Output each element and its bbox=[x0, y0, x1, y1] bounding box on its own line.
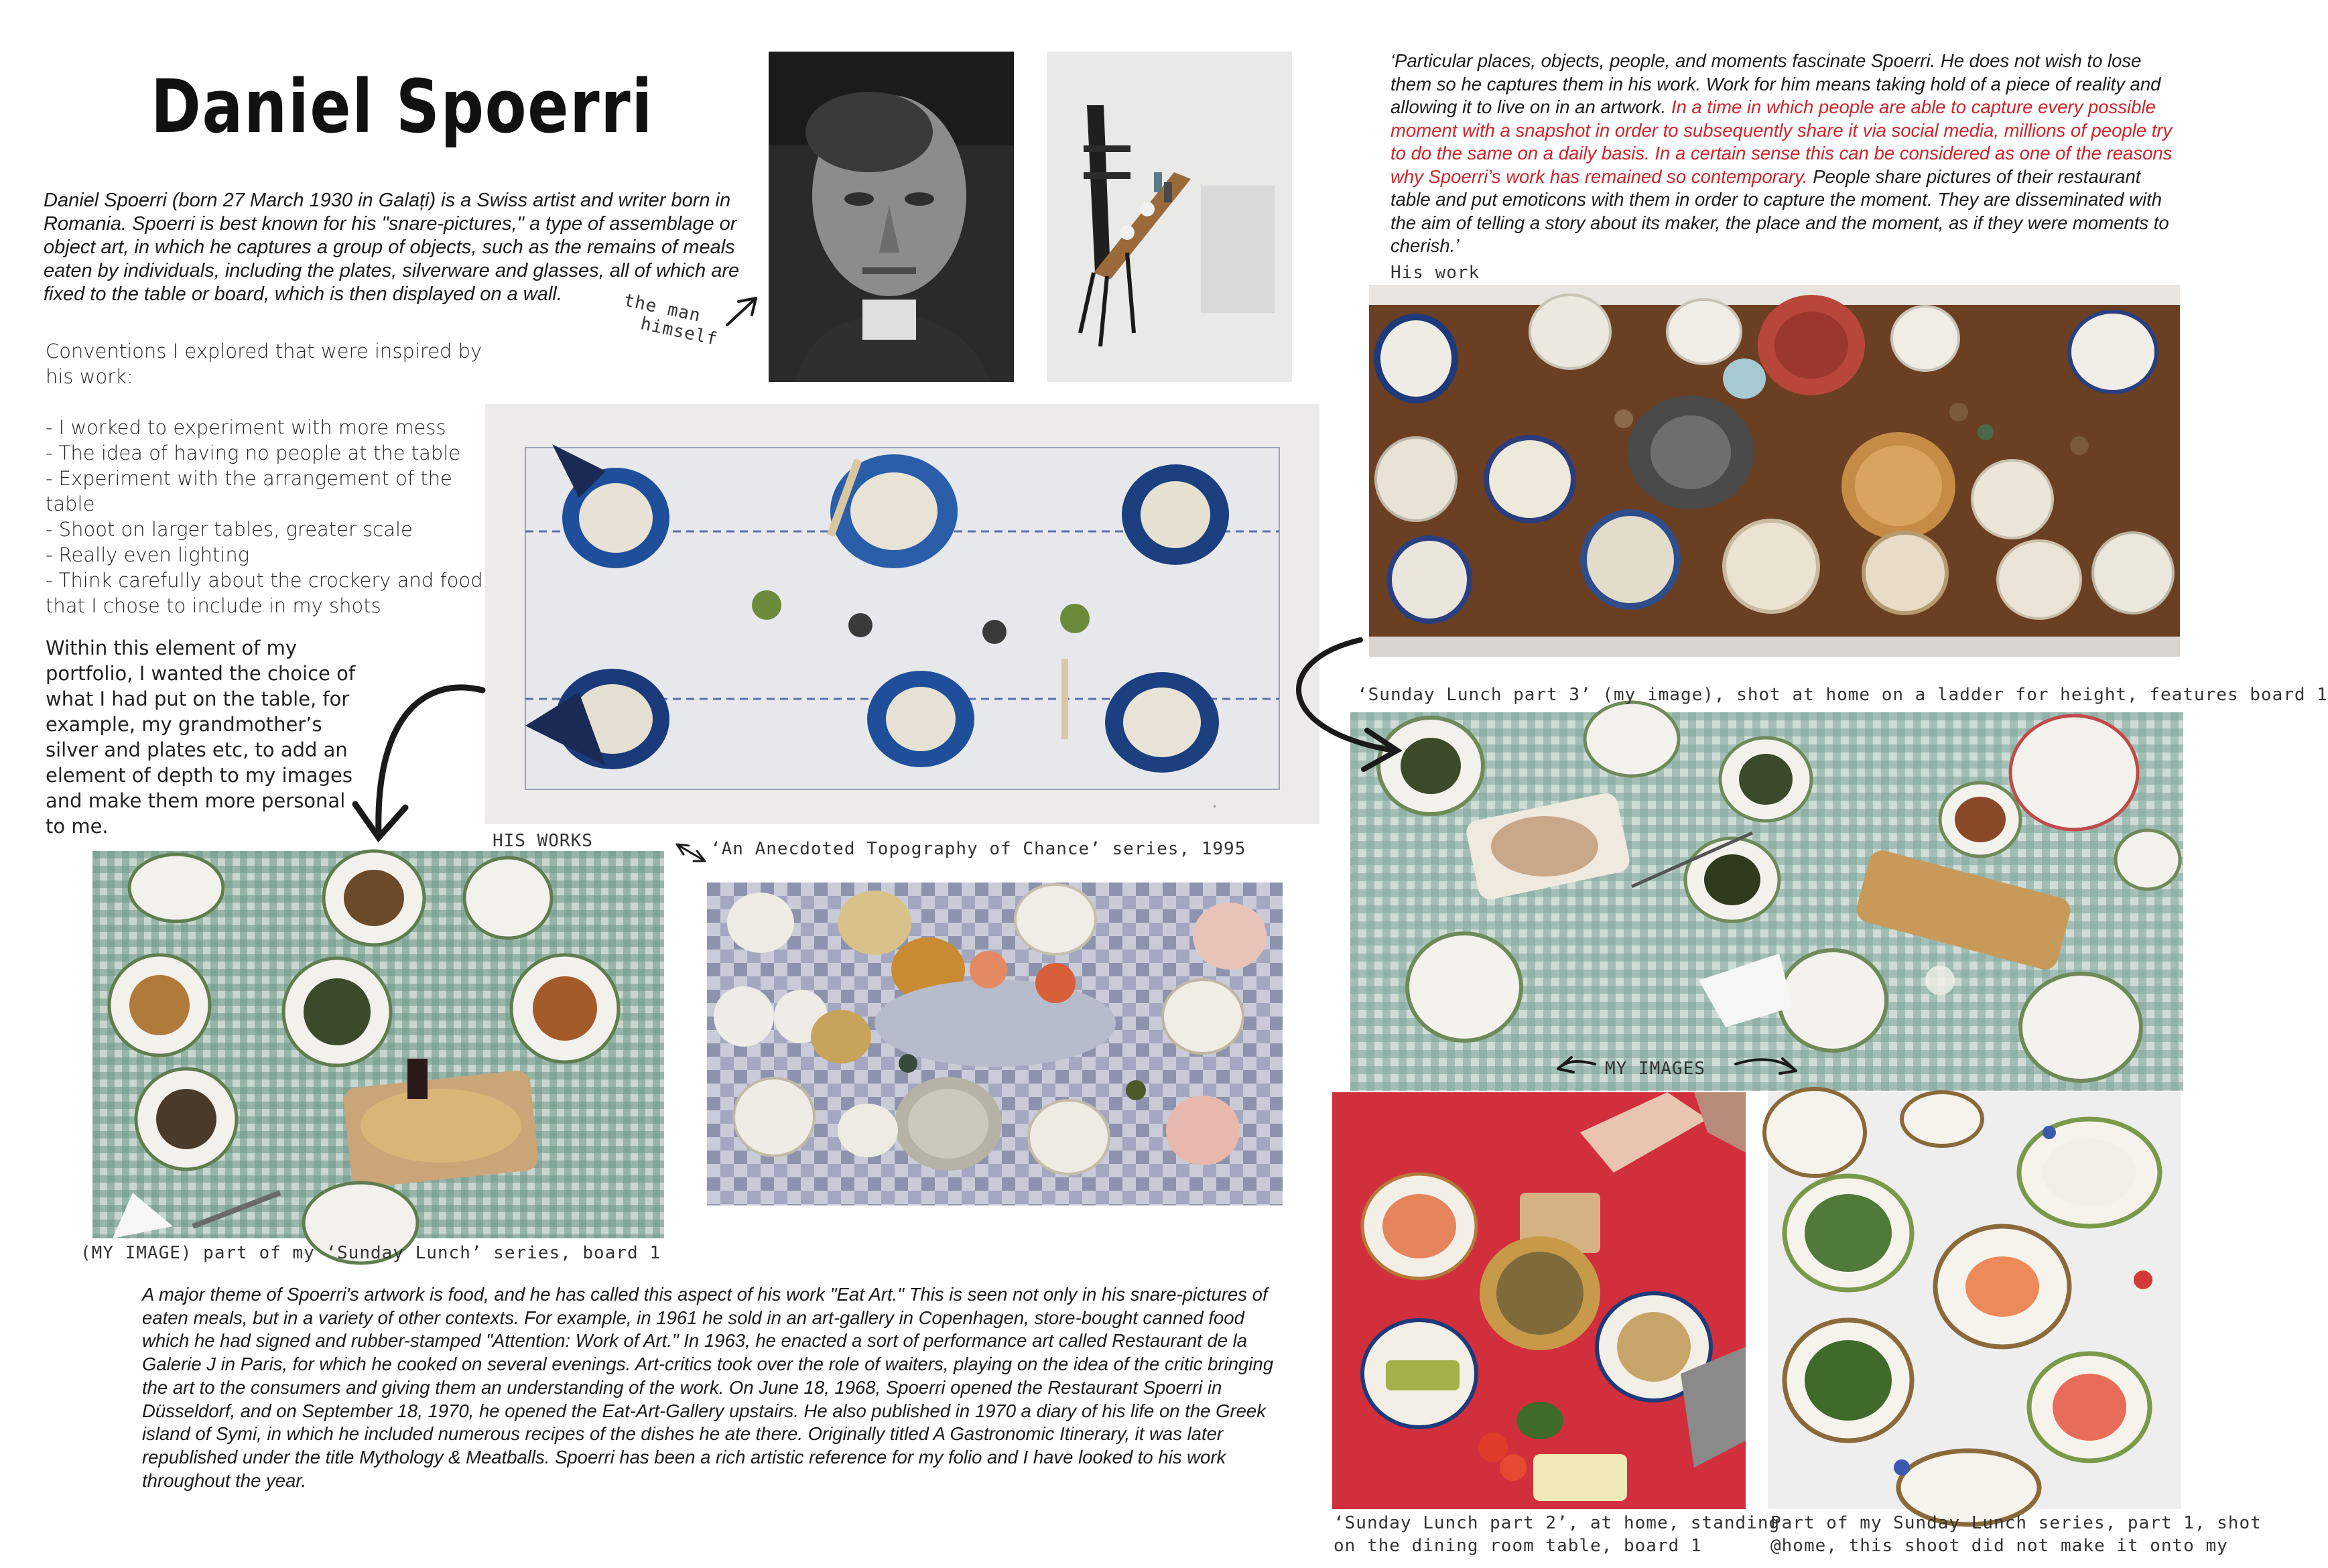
arrow-his-works bbox=[677, 844, 705, 861]
note-my-images: MY IMAGES bbox=[1605, 1059, 1705, 1079]
curved-arrow-right bbox=[1299, 640, 1394, 750]
list-item: - Experiment with the arrangement of the table bbox=[46, 467, 452, 515]
bio-paragraph: Daniel Spoerri (born 27 March 1930 in Galați) is a Swiss artist and writer born in Romania. Spoerri is best known for his "snare-pictures," a type of assemblage or object art, in which he captures a group of objects, such as the remains of meals eaten by individuals, including the plates, silverware and glasses, all of which are fixed to the table or board, which is then displayed on a wall. bbox=[44, 190, 740, 305]
note-series-caption: ‘An Anecdoted Topography of Chance’ series, 1995 bbox=[710, 839, 1246, 859]
note-his-work: His work bbox=[1391, 263, 1480, 283]
list-item: - Shoot on larger tables, greater scale bbox=[46, 518, 413, 541]
svg-text:•: • bbox=[1212, 802, 1218, 811]
note-the-man: the man bbox=[622, 290, 703, 326]
curved-arrow-left bbox=[379, 688, 482, 834]
quote-text-start: ‘Particular places, objects, people, and moments fascinate Spoerri. He does not wish to lose them so he captures them in his work. Work for him means taking hold of a piece of reality and allowing it to live on in an artwork. bbox=[1391, 50, 2161, 117]
list-item: - Think carefully about the crockery and food that I chose to include in my shots bbox=[46, 569, 483, 617]
eat-art-paragraph: A major theme of Spoerri's artwork is food, and he has called this aspect of his work "Eat Art." This is seen not only in his snare-pictures of eaten meals, but in a variety of other contexts. For example, in 1961 he sold in an art-gallery in Copenhagen, store-bought canned food which he had signed and rubber-stamped "Attention: Work of Art." In 1963, he enacted a sort of performance art called Restaurant de la Galerie J in Paris, for which he cooked on several evenings. Art-critics took over the role of waiters, playing on the idea of the critic bringing the art to the consumers and giving them an understanding of the work. On June 18, 1968, Spoerri opened the Restaurant Spoerri in Düsseldorf, and on September 18, 1970, he opened the Eat-Art-Gallery upstairs. He also published in 1970 a diary of his life on the Greek island of Symi, in which he included numerous recipes of the dishes he ate there. Originally titled A Gastronomic Itinerary, it was later republished under the title Mythology & Meatballs. Spoerri has been a rich artistic reference for my folio and I have looked to his work throughout the year. bbox=[142, 1284, 1274, 1491]
page-title: Daniel Spoerri bbox=[151, 64, 653, 149]
note-himself: himself bbox=[639, 314, 720, 350]
list-item: - I worked to experiment with more mess bbox=[46, 416, 446, 439]
note-sunday-lunch-part3: ‘Sunday Lunch part 3’ (my image), shot at home on a ladder for height, features board 1 bbox=[1357, 685, 2328, 705]
portfolio-paragraph: Within this element of my portfolio, I wanted the choice of what I had put on the table, for example, my grandmother’s silver and plates etc, to add an element of depth to my images and make them more personal to me. bbox=[46, 637, 356, 838]
list-item: - Really even lighting bbox=[46, 543, 250, 566]
list-item: - The idea of having no people at the table bbox=[46, 442, 461, 464]
arrow-my-images-left bbox=[1558, 1057, 1595, 1072]
quote-text-highlight: In a time in which people are able to capture every possible moment with a snapshot in order to subsequently share it via social media, millions of people try to do the same on a daily basis. In a certain sense this can be considered as one of the reasons why Spoerri’s work has remained so contemporary. bbox=[1391, 96, 2173, 187]
arrow-to-portrait bbox=[727, 298, 756, 325]
note-my-image: (MY IMAGE) part of my ‘Sunday Lunch’ series, board 1 bbox=[80, 1243, 661, 1263]
note-sunday-lunch-part2-line2: on the dining room table, board 1 bbox=[1334, 1536, 1702, 1556]
note-sunday-lunch-part1-line1: Part of my Sunday Lunch series, part 1, shot bbox=[1770, 1513, 2262, 1533]
arrow-my-images-right bbox=[1736, 1059, 1796, 1073]
note-sunday-lunch-part2-line1: ‘Sunday Lunch part 2’, at home, standing bbox=[1334, 1513, 1781, 1533]
conventions-intro: Conventions I explored that were inspired by his work: bbox=[46, 340, 482, 388]
note-sunday-lunch-part1-line2: @home, this shoot did not make it onto my bbox=[1770, 1536, 2228, 1556]
note-his-works: HIS WORKS bbox=[493, 831, 593, 851]
quote-text-end: People share pictures of their restaurant table and put emoticons with them in order to capture the moment. They are disseminated with the aim of telling a story about its maker, the place and the moment, as if they were moments to cherish.’ bbox=[1391, 166, 2169, 256]
